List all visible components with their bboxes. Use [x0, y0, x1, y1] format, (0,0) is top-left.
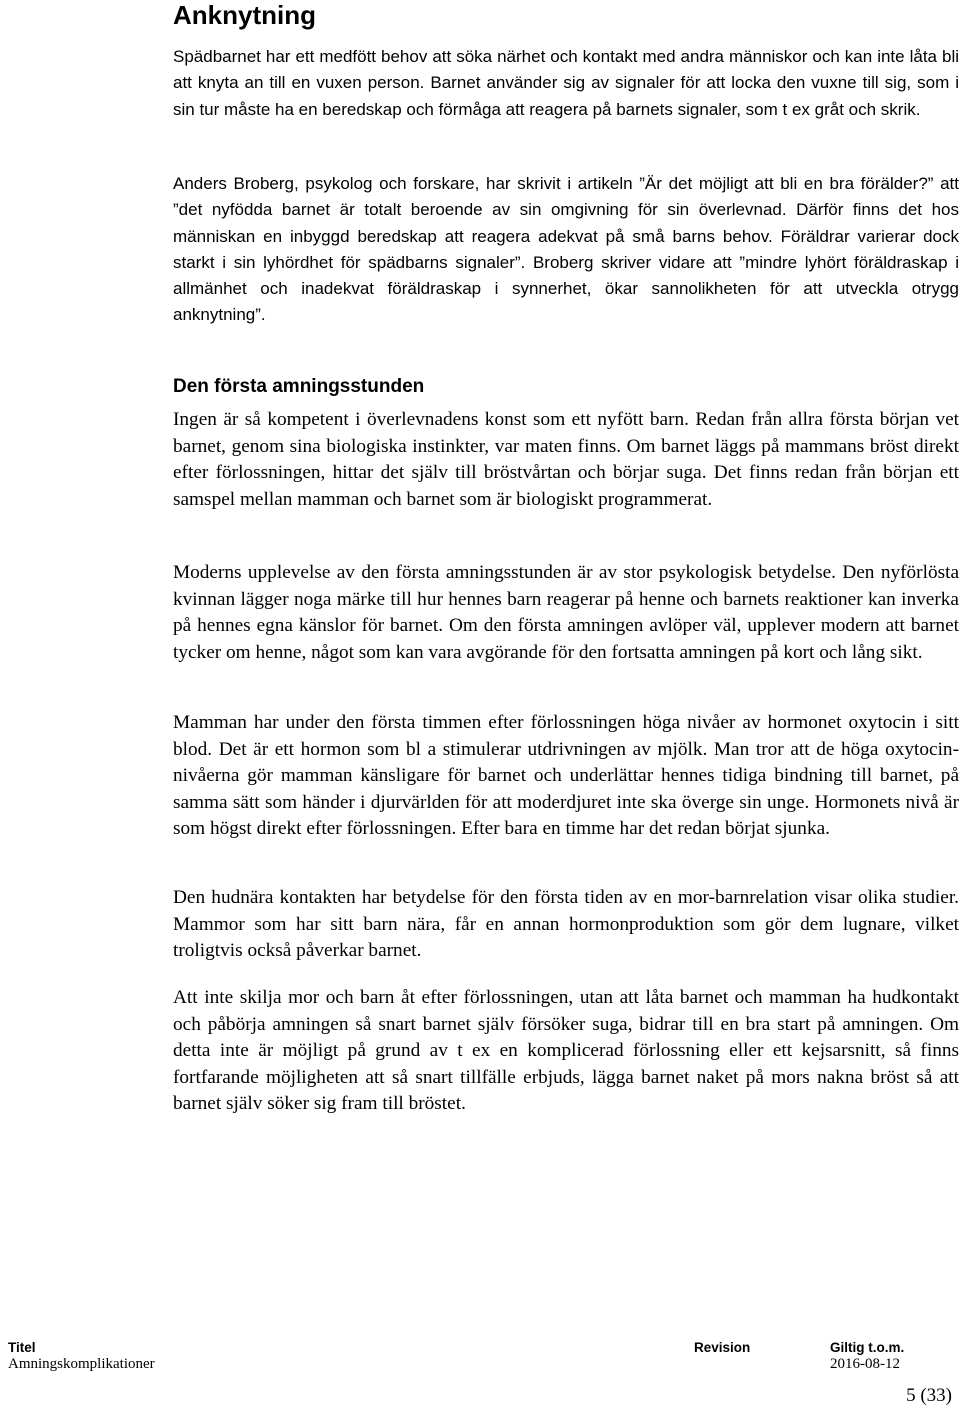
section-heading-anknytning: Anknytning [173, 0, 316, 30]
paragraph: Moderns upplevelse av den första amningsstunden är av stor psykologisk betydelse. Den nyförlösta kvinnan lägger noga märke till hur hennes barn reagerar på henne och barnets reaktioner kan inverka på hennes egna känslor för barnet. Om den första amningen avlöper väl, upplever modern att barnet tycker om henne, något som kan vara avgörande för den fortsatta amningen på kort och lång sikt. [173, 562, 959, 663]
footer-valid-label: Giltig t.o.m. [830, 1340, 905, 1355]
paragraph: Den hudnära kontakten har betydelse för den första tiden av en mor-barnrelation visar olika studier. Mammor som har sitt barn nära, får en annan hormonproduktion som gör dem lugnare, vilket troligtvis också påverkar barnet. [173, 887, 959, 962]
paragraph: Att inte skilja mor och barn åt efter förlossningen, utan att låta barnet och mamman ha hudkontakt och påbörja amningen så snart barnet själv försöker suga, bidrar till en bra start på amningen. Om detta inte är möjligt på grund av t ex en komplicerad förlossning eller ett kejsarsnitt, så finns fortfarande möjligheten att så snart tillfälle erbjuds, lägga barnet naket på mors nakna bröst så att barnet själv söker sig fram till bröstet. [173, 987, 959, 1115]
footer-revision-label: Revision [694, 1340, 751, 1355]
section-heading-forsta-amningsstunden: Den första amningsstunden [173, 376, 425, 397]
footer-title-value: Amningskomplikationer [8, 1356, 155, 1372]
paragraph: Ingen är så kompetent i överlevnadens konst som ett nyfött barn. Redan från allra första början vet barnet, genom sina biologiska instinkter, var maten finns. Om barnet läggs på mammans bröst direkt efter förlossningen, hittar det själv till bröstvårtan och börjar suga. Det finns redan från början ett samspel mellan mamman och barnet som är biologiskt programmerat. [173, 409, 959, 510]
footer-title-label: Titel [8, 1340, 36, 1355]
paragraph: Spädbarnet har ett medfött behov att söka närhet och kontakt med andra människor och kan inte låta bli att knyta an till en vuxen person. Barnet använder sig av signaler för att locka den vuxne till sig, som i sin tur måste ha en beredskap och förmåga att reagera på barnets signaler, som t ex gråt och skrik. [173, 47, 959, 119]
paragraph: Anders Broberg, psykolog och forskare, har skrivit i artikeln ”Är det möjligt att bli en bra förälder?” att ”det nyfödda barnet är totalt beroende av sin omgivning för sin överlevnad. Därför finns det hos människan en inbyggd beredskap att reagera adekvat på små barns behov. Föräldrar varierar dock starkt i sin lyhördhet för spädbarns signaler”. Broberg skriver vidare att ”mindre lyhört föräldraskap i allmänhet och inadekvat föräldraskap i synnerhet, ökar sannolikheten för att utveckla otrygg anknytning”. [173, 174, 959, 325]
footer-valid-value: 2016-08-12 [830, 1356, 900, 1372]
page-number: 5 (33) [906, 1385, 952, 1406]
paragraph: Mamman har under den första timmen efter förlossningen höga nivåer av hormonet oxytocin i sitt blod. Det är ett hormon som bl a stimulerar utdrivningen av mjölk. Man tror att de höga oxytocin-nivåerna gör mamman känsligare för barnet och underlättar hennes tidiga bindning till barnet, på samma sätt som händer i djurvärlden för att moderdjuret inte ska överge sin unge. Hormonets nivå är som högst direkt efter förlossningen. Efter bara en timme har det redan börjat sjunka. [173, 712, 959, 840]
